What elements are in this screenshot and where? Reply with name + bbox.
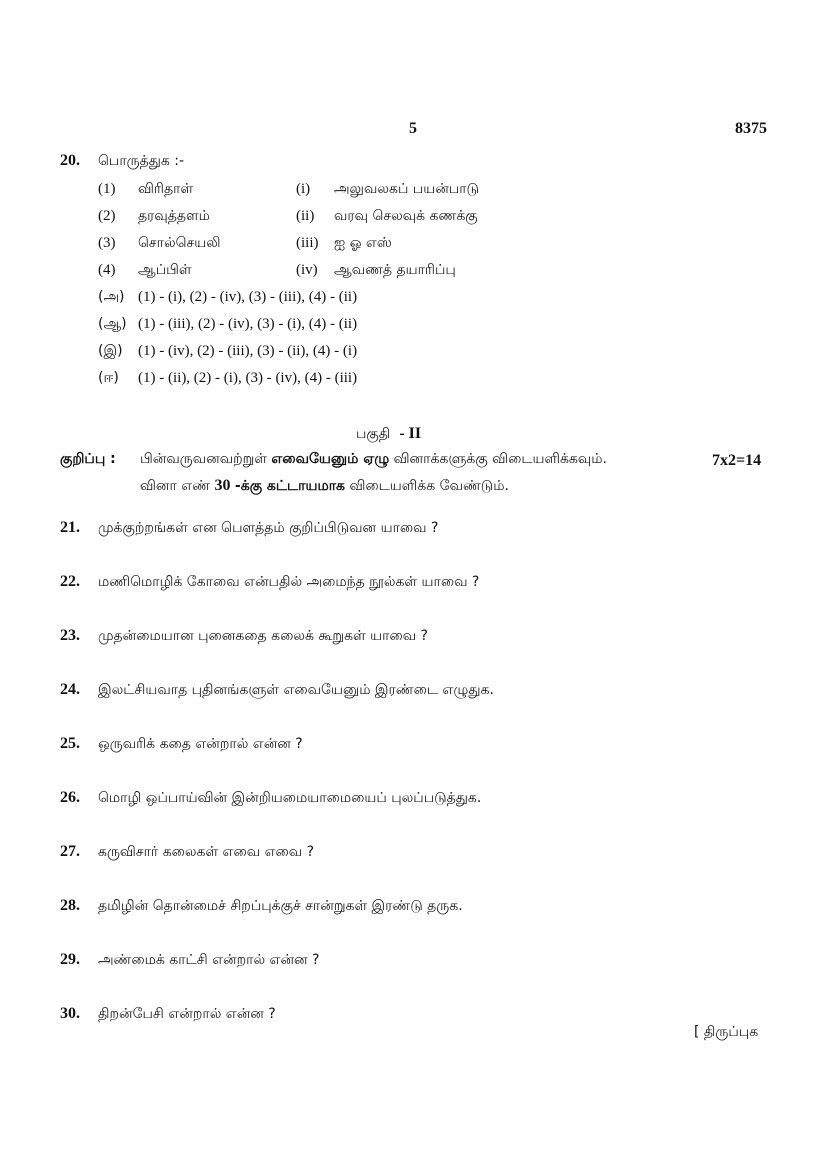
question-text: மொழி ஒப்பாய்வின் இன்றியமையாமையைப் புலப்படுத்துக. bbox=[98, 790, 482, 806]
question-number: 20. bbox=[60, 152, 80, 169]
match-left-text: சொல்செயலி bbox=[138, 235, 221, 251]
note-line-2 bbox=[140, 477, 509, 496]
match-right-label: (ii) bbox=[296, 208, 315, 224]
option-label: (அ) bbox=[98, 289, 125, 305]
match-right-label: (iv) bbox=[296, 262, 318, 278]
note-line-1 bbox=[140, 451, 607, 469]
option-text: (1) - (i), (2) - (iv), (3) - (iii), (4) - (ii) bbox=[138, 289, 358, 305]
note-emphasis: -க்கு கட்டாயமாக bbox=[234, 478, 346, 494]
option-text: (1) - (iv), (2) - (iii), (3) - (ii), (4) - (i) bbox=[138, 343, 358, 359]
note-emphasis: எவையேனும் ஏழு bbox=[271, 451, 390, 467]
note-label: குறிப்பு : bbox=[60, 451, 116, 467]
option-label: (இ) bbox=[98, 343, 123, 359]
page-number: 5 bbox=[409, 120, 417, 137]
question-text: இலட்சியவாத புதினங்களுள் எவையேனும் இரண்டை எழுதுக. bbox=[98, 682, 494, 698]
question-number: 27. bbox=[60, 843, 80, 860]
match-right-text: அலுவலகப் பயன்பாடு bbox=[334, 181, 480, 197]
question-title: பொருத்துக :- bbox=[98, 153, 185, 169]
match-left-label: (4) bbox=[98, 262, 116, 278]
option-label: (ஆ) bbox=[98, 316, 127, 332]
match-right-text: ஐ ஓ எஸ் bbox=[334, 235, 392, 251]
note-text: வினாக்களுக்கு விடையளிக்கவும். bbox=[393, 451, 608, 467]
match-left-label: (3) bbox=[98, 235, 116, 251]
question-text: மணிமொழிக் கோவை என்பதில் அமைந்த நூல்கள் யாவை ? bbox=[98, 574, 480, 590]
match-right-label: (iii) bbox=[296, 235, 319, 251]
question-text: ஒருவரிக் கதை என்றால் என்ன ? bbox=[98, 736, 303, 752]
match-left-text: விரிதாள் bbox=[138, 181, 194, 197]
question-text: முதன்மையான புனைகதை கலைக் கூறுகள் யாவை ? bbox=[98, 628, 428, 644]
match-right-text: ஆவணத் தயாரிப்பு bbox=[334, 262, 456, 278]
match-right-label: (i) bbox=[296, 181, 311, 197]
question-text: தமிழின் தொன்மைச் சிறப்புக்குச் சான்றுகள் இரண்டு தருக. bbox=[98, 898, 463, 914]
question-number: 21. bbox=[60, 519, 80, 536]
question-number: 25. bbox=[60, 735, 80, 752]
match-left-label: (1) bbox=[98, 181, 116, 197]
match-left-text: ஆப்பிள் bbox=[138, 262, 192, 278]
question-text: கருவிசார் கலைகள் எவை எவை ? bbox=[98, 844, 315, 860]
paper-code: 8375 bbox=[735, 120, 767, 137]
option-text: (1) - (ii), (2) - (i), (3) - (iv), (4) - (iii) bbox=[138, 370, 358, 386]
match-right-text: வரவு செலவுக் கணக்கு bbox=[334, 208, 478, 224]
question-number: 30. bbox=[60, 1005, 80, 1022]
option-text: (1) - (iii), (2) - (iv), (3) - (i), (4) - (ii) bbox=[138, 316, 358, 332]
question-number: 22. bbox=[60, 573, 80, 590]
question-text: முக்குற்றங்கள் என பௌத்தம் குறிப்பிடுவன யாவை ? bbox=[98, 520, 439, 536]
section-title bbox=[356, 423, 421, 444]
note-text: வினா எண் bbox=[140, 478, 211, 494]
question-number: 23. bbox=[60, 627, 80, 644]
question-text: அண்மைக் காட்சி என்றால் என்ன ? bbox=[98, 952, 320, 968]
match-left-text: தரவுத்தளம் bbox=[138, 208, 210, 224]
question-text: திறன்பேசி என்றால் என்ன ? bbox=[98, 1006, 276, 1022]
note-question-number: 30 bbox=[214, 477, 231, 494]
question-number: 28. bbox=[60, 897, 80, 914]
marks-allocation: 7x2=14 bbox=[712, 452, 762, 469]
option-label: (ஈ) bbox=[98, 370, 119, 386]
question-number: 26. bbox=[60, 789, 80, 806]
question-number: 29. bbox=[60, 951, 80, 968]
turn-over-note: [ திருப்புக bbox=[694, 1024, 759, 1040]
match-left-label: (2) bbox=[98, 208, 116, 224]
section-title-number: - II bbox=[399, 425, 422, 442]
note-text: பின்வருவனவற்றுள் bbox=[140, 451, 267, 467]
note-text: விடையளிக்க வேண்டும். bbox=[349, 478, 509, 494]
question-number: 24. bbox=[60, 681, 80, 698]
section-title-text: பகுதி bbox=[356, 426, 391, 442]
